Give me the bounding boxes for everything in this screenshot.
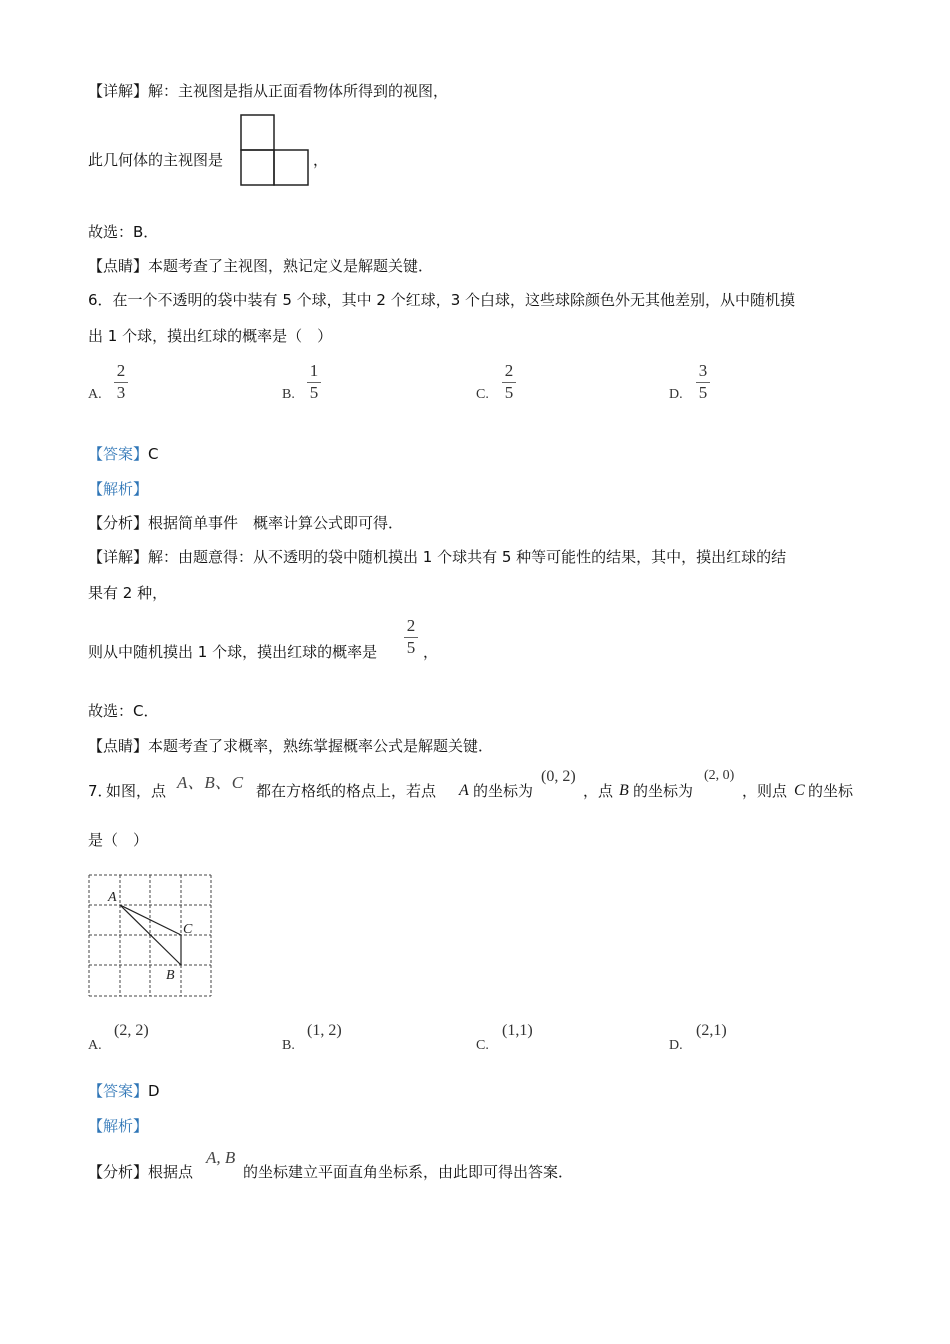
q6-choose: 故选：C． bbox=[88, 702, 159, 720]
grid-label-b: B bbox=[166, 968, 175, 983]
grid-label-c: C bbox=[183, 922, 193, 937]
fenxi-tag: 【分析】 bbox=[88, 1163, 149, 1181]
comment-text: 本题考查了主视图，熟记定义是解题关键． bbox=[148, 257, 434, 275]
answer-value: D bbox=[148, 1082, 160, 1100]
numerator: 3 bbox=[698, 361, 708, 380]
q7-option-c-coord: (1,1) bbox=[502, 1022, 533, 1039]
numerator: 2 bbox=[406, 616, 416, 635]
q6-answer-line bbox=[88, 444, 159, 464]
fenxi-tag: 【分析】 bbox=[88, 514, 149, 532]
q6-option-d-fraction bbox=[695, 362, 711, 402]
q7-points-math: A、B、C bbox=[177, 773, 244, 792]
q7-part7: 的坐标 bbox=[808, 782, 854, 800]
q7-option-c-letter: C. bbox=[476, 1038, 489, 1053]
q7-fenxi-line bbox=[88, 1162, 193, 1182]
q7-part4: ，点 bbox=[583, 782, 614, 800]
denominator: 5 bbox=[504, 383, 514, 402]
q7-analysis-tag: 【解析】 bbox=[88, 1117, 149, 1135]
numerator: 2 bbox=[504, 361, 514, 380]
q5-view-line bbox=[88, 150, 223, 170]
grid-figure bbox=[86, 872, 216, 1000]
q7-part5: 的坐标为 bbox=[633, 782, 694, 800]
q6-detail-line3: 则从中随机摸出 1 个球，摸出红球的概率是 bbox=[88, 643, 378, 661]
numerator: 2 bbox=[116, 361, 126, 380]
q5-choose: 故选：B． bbox=[88, 223, 159, 241]
q6-option-b-fraction bbox=[306, 362, 322, 402]
detail-text: 解：主视图是指从正面看物体所得到的视图， bbox=[148, 82, 449, 100]
q6-option-d-letter: D. bbox=[669, 387, 683, 402]
q7-point-a: A bbox=[459, 782, 469, 799]
q7-option-a-coord: (2, 2) bbox=[114, 1022, 149, 1039]
q6-option-c-fraction bbox=[501, 362, 517, 402]
detail-tag: 【详解】 bbox=[88, 82, 149, 100]
q6-detail-line1 bbox=[88, 547, 786, 567]
q7-fenxi-part2: 的坐标建立平面直角坐标系，由此即可得出答案． bbox=[243, 1163, 574, 1181]
front-view-figure bbox=[240, 114, 310, 188]
denominator: 5 bbox=[698, 383, 708, 402]
q7-part1: 如图，点 bbox=[106, 782, 167, 800]
q7-option-a-letter: A. bbox=[88, 1038, 102, 1053]
numerator: 1 bbox=[309, 361, 319, 380]
detail-tag: 【详解】 bbox=[88, 548, 149, 566]
comment-tag: 【点睛】 bbox=[88, 737, 149, 755]
q7-option-b-letter: B. bbox=[282, 1038, 295, 1053]
q7-answer-line bbox=[88, 1081, 160, 1101]
grid-label-a: A bbox=[108, 890, 117, 905]
q5-detail-line bbox=[88, 81, 448, 101]
q7-part2: 都在方格纸的格点上，若点 bbox=[256, 782, 437, 800]
comment-text: 本题考查了求概率，熟练掌握概率公式是解题关键． bbox=[148, 737, 494, 755]
q7-part6: ，则点 bbox=[742, 782, 788, 800]
q6-detail-line3-after: ， bbox=[423, 643, 439, 661]
fenxi-part1: 根据点 bbox=[148, 1163, 194, 1181]
comment-tag: 【点睛】 bbox=[88, 257, 149, 275]
q7-part3: 的坐标为 bbox=[473, 782, 534, 800]
denominator: 5 bbox=[309, 383, 319, 402]
q7-point-b: B bbox=[619, 782, 629, 799]
q6-option-c-letter: C. bbox=[476, 387, 489, 402]
q6-option-a-letter: A. bbox=[88, 387, 102, 402]
q7-option-b-coord: (1, 2) bbox=[307, 1022, 342, 1039]
q6-detail-line2: 果有 2 种， bbox=[88, 584, 168, 602]
denominator: 5 bbox=[406, 638, 416, 657]
view-after: ， bbox=[313, 151, 329, 169]
q6-detail-fraction bbox=[403, 617, 419, 657]
q6-fenxi-line bbox=[88, 513, 403, 533]
q6-option-b-letter: B. bbox=[282, 387, 295, 402]
q7-option-d-coord: (2,1) bbox=[696, 1022, 727, 1039]
q7-fenxi-math: A, B bbox=[206, 1148, 236, 1167]
q6-question-line2: 出 1 个球，摸出红球的概率是（ ） bbox=[88, 327, 333, 345]
q7-option-d-letter: D. bbox=[669, 1038, 683, 1053]
q5-comment-line bbox=[88, 256, 433, 276]
q6-question-line1 bbox=[88, 290, 795, 310]
denominator: 3 bbox=[116, 383, 126, 402]
fenxi-text: 根据简单事件 概率计算公式即可得． bbox=[148, 514, 404, 532]
answer-value: C bbox=[148, 445, 159, 463]
question-text: 在一个不透明的袋中装有 5 个球，其中 2 个红球，3 个白球，这些球除颜色外无其他差别，从中随机摸 bbox=[112, 291, 796, 309]
q7-question-number: 7． bbox=[88, 782, 113, 800]
q6-analysis-tag: 【解析】 bbox=[88, 480, 149, 498]
answer-tag: 【答案】 bbox=[88, 1082, 149, 1100]
q6-option-a-fraction bbox=[113, 362, 129, 402]
answer-tag: 【答案】 bbox=[88, 445, 149, 463]
question-number: 6． bbox=[88, 291, 113, 309]
detail-text: 解：由题意得：从不透明的袋中随机摸出 1 个球共有 5 种等可能性的结果，其中，摸出红球的结 bbox=[148, 548, 787, 566]
q7-coord-a: (0, 2) bbox=[541, 768, 576, 785]
view-text: 此几何体的主视图是 bbox=[88, 151, 224, 169]
q7-point-c: C bbox=[794, 782, 805, 799]
q6-comment-line bbox=[88, 736, 493, 756]
q7-question-line2: 是（ ） bbox=[88, 831, 149, 849]
q7-coord-b: (2, 0) bbox=[704, 768, 735, 783]
